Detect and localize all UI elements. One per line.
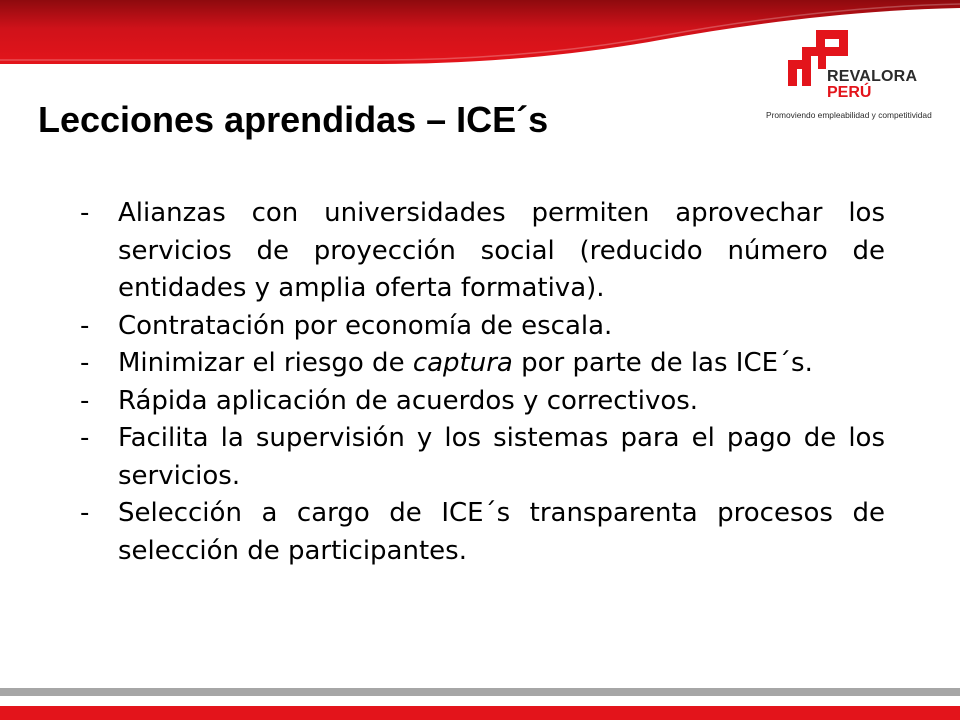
bullet-list [80, 195, 885, 570]
bullet-item [80, 195, 885, 308]
logo-wordmark-peru: PERÚ [827, 84, 872, 101]
logo-wordmark-revalora: REVALORA [827, 68, 918, 85]
bullet-dash: - [80, 198, 90, 228]
bullet-dash: - [80, 423, 90, 453]
bullet-dash: - [80, 385, 90, 416]
bullet-dash: - [80, 310, 90, 341]
bullet-item [80, 495, 885, 570]
bullet-text-after: por parte de las ICE´s. [512, 348, 813, 378]
bullet-text: Rápida aplicación de acuerdos y correctivos. [118, 385, 699, 416]
logo-tagline: Promoviendo empleabilidad y competitividad [766, 110, 932, 120]
bullet-dash: - [80, 498, 90, 528]
bullet-dash: - [80, 348, 90, 378]
bullet-text: Facilita la supervisión y los sistemas para el pago de los servicios. [118, 423, 885, 491]
bullet-text [118, 345, 885, 383]
bullet-item [80, 383, 885, 421]
bullet-text: Selección a cargo de ICE´s transparenta procesos de selección de participantes. [118, 498, 885, 566]
footer-grey-rule [0, 688, 960, 696]
revalora-peru-logo [766, 30, 950, 125]
bullet-text-emphasis: captura [412, 348, 513, 378]
bullet-item [80, 308, 885, 346]
bullet-item [80, 345, 885, 383]
footer-red-rule [0, 706, 960, 720]
slide-title: Lecciones aprendidas – ICE´s [38, 99, 549, 140]
bullet-text: Contratación por economía de escala. [118, 310, 613, 341]
bullet-text-before: Minimizar el riesgo de [118, 348, 413, 378]
bullet-text: Alianzas con universidades permiten aprovechar los servicios de proyección social (reducido número de entidades y amplia oferta formativa). [118, 198, 885, 303]
bullet-item [80, 420, 885, 495]
